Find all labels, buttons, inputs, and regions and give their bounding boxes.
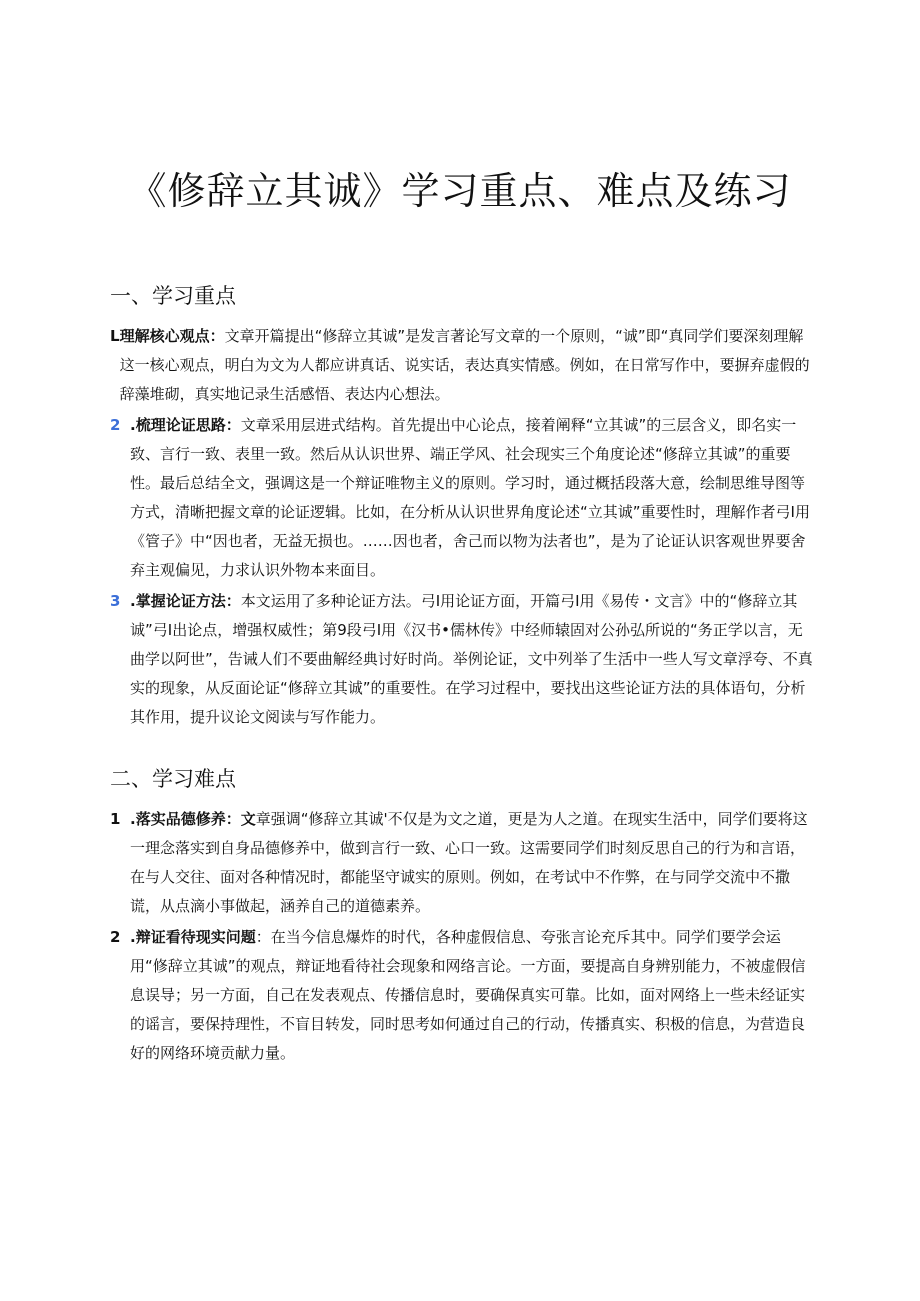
item-text: 文章采用层进式结构。首先提出中心论点，接着阐释“立其诚”的三层含义，即名实一致、言行一致、表里一致。然后从认识世界、端正学风、社会现实三个角度论述“修辞立其诚”的重要性。最后总结全文，强调这是一个辩证唯物主义的原则。学习时，通过概括段落大意，绘制思维导图等方式，清晰把握文章的论证逻辑。比如，在分析从认识世界角度论述“立其诚”重要性时，理解作者弓I用《管子》中“因也者，无益无损也。……因也者，舍己而以物为法者也”，是为了论证认识客观世界要舍弃主观偏见，力求认识外物本来面目。	[130, 416, 810, 579]
focus-item-2	[110, 411, 815, 585]
difficulty-item-1	[110, 805, 815, 921]
item-text: 本文运用了多种论证方法。弓I用论证方面，开篇弓I用《易传・文言》中的“修辞立其诚”弓I出论点，增强权威性；第9段弓I用《汉书•儒林传》中经师辕固对公孙弘所说的“务正学以言，无曲学以阿世”，告诫人们不要曲解经典讨好时尚。举例论证，文中列举了生活中一些人写文章浮夸、不真实的现象，从反面论证“修辞立其诚”的重要性。在学习过程中，要找出这些论证方法的具体语句，分析其作用，提升议论文阅读与写作能力。	[130, 592, 813, 726]
item-label: .梳理论证思路：	[130, 416, 241, 434]
item-text: ：在当今信息爆炸的时代，各种虚假信息、夸张言论充斥其中。同学们要学会运用“修辞立其诚”的观点，辩证地看待社会现象和网络言论。一方面，要提高自身辨别能力，不被虚假信息误导；另一方面，自己在发表观点、传播信息时，要确保真实可靠。比如，面对网络上一些未经证实的谣言，要保持理性，不盲目转发，同时思考如何通过自己的行动，传播真实、积极的信息，为营造良好的网络环境贡献力量。	[130, 928, 806, 1062]
page-title: 《修辞立其诚》学习重点、难点及练习	[128, 169, 792, 213]
item-label: .落实品德修养：文	[130, 810, 256, 828]
item-body	[130, 411, 815, 585]
item-text: 章强调“修辞立其诚'不仅是为文之道，更是为人之道。在现实生活中，同学们要将这一理念落实到自身品德修养中，做到言行一致、心口一致。这需要同学们时刻反思自己的行为和言语，在与人交往、面对各种情况时，都能坚守诚实的原则。例如，在考试中不作弊，在与同学交流中不撒谎，从点滴小事做起，涵养自己的道德素养。	[130, 810, 808, 915]
item-body	[120, 322, 815, 409]
item-label: 理解核心观点：	[119, 327, 225, 345]
item-label: .掌握论证方法：	[130, 592, 241, 610]
focus-item-3	[110, 587, 815, 732]
item-number: L	[110, 327, 120, 345]
item-number: 2	[110, 928, 121, 946]
item-label: .辩证看待现实问题	[130, 928, 256, 946]
difficulty-item-2	[110, 923, 815, 1068]
section-heading-difficulty: 二、学习难点	[110, 767, 236, 791]
item-number: 1	[110, 810, 121, 828]
item-body	[130, 805, 815, 921]
item-number: 3	[110, 592, 121, 610]
item-number: 2	[110, 416, 121, 434]
item-text: 文章开篇提出“修辞立其诚”是发言著论写文章的一个原则，“诚”即“真同学们要深刻理解这一核心观点，明白为文为人都应讲真话、说实话，表达真实情感。例如，在日常写作中，要摒弃虚假的辞藻堆砌，真实地记录生活感悟、表达内心想法。	[119, 327, 810, 403]
item-body	[130, 923, 815, 1068]
focus-item-1	[110, 322, 815, 409]
section-heading-focus: 一、学习重点	[110, 284, 236, 308]
item-body	[130, 587, 815, 732]
